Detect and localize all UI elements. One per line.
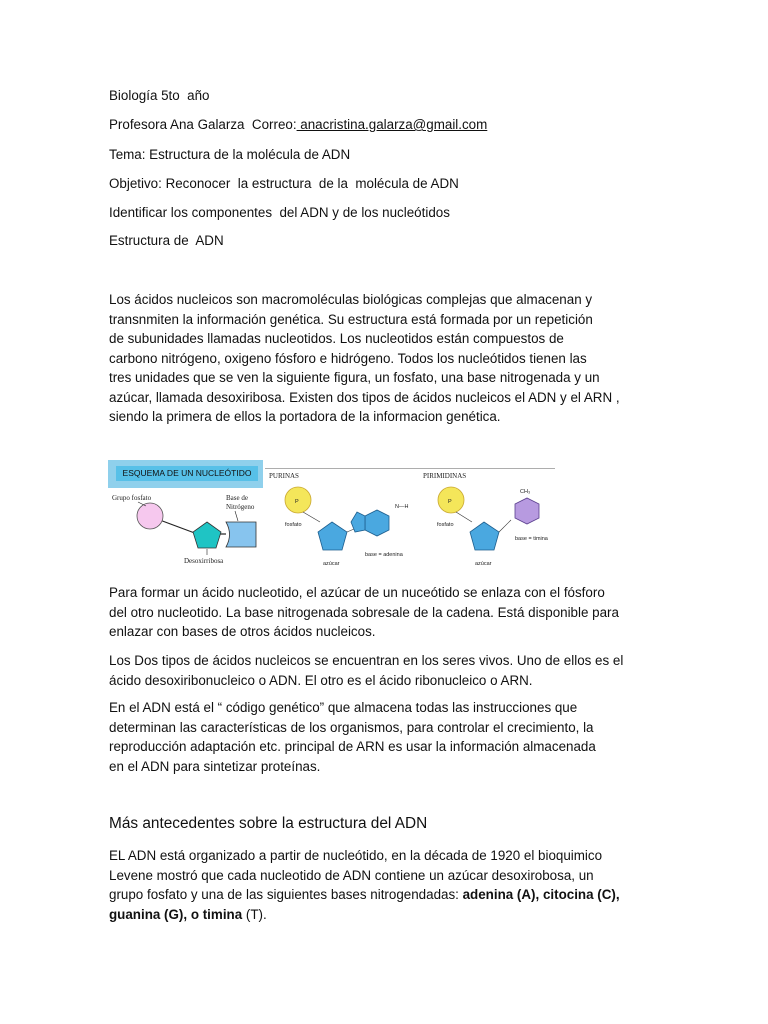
email-link[interactable]: anacristina.galarza@gmail.com bbox=[296, 117, 488, 132]
bases-bold-2: guanina (G), o timina bbox=[109, 906, 243, 922]
pyrimidine-ring bbox=[515, 498, 539, 524]
nucleotide-structures-svg bbox=[265, 460, 565, 572]
bases-end-text: (T). bbox=[242, 906, 267, 922]
paragraph-line: Levene mostró que cada nucleotido de ADN contiene un azúcar desoxirobosa, un bbox=[109, 867, 594, 883]
svg-text:CH₃: CH₃ bbox=[520, 489, 531, 495]
base-label-1: Base de bbox=[226, 494, 248, 502]
phosphate-label: Grupo fosfato bbox=[112, 494, 152, 502]
topic-line: Tema: Estructura de la molécula de ADN bbox=[109, 147, 351, 162]
bases-bold-1: adenina (A), citocina (C), bbox=[462, 887, 620, 902]
purine-ring-6 bbox=[365, 510, 389, 536]
subject-line: Biología 5to año bbox=[109, 88, 210, 103]
phosphate-circle bbox=[137, 503, 163, 529]
azucar-label-2: azúcar bbox=[475, 561, 492, 567]
sugar-pentagon bbox=[193, 522, 221, 548]
paragraph-line: En el ADN está el “ código genético” que almacena todas las instrucciones que bbox=[109, 700, 578, 715]
svg-text:N—H: N—H bbox=[395, 504, 409, 510]
paragraph-1 bbox=[109, 583, 669, 642]
more-heading: Más antecedentes sobre la estructura del ADN bbox=[109, 815, 428, 832]
paragraph-line bbox=[109, 885, 669, 905]
section-title: Estructura de ADN bbox=[109, 233, 224, 248]
paragraph-line: determinan las características de los organismos, para controlar el crecimiento, la bbox=[109, 719, 594, 735]
thymine-label: base = timina bbox=[515, 536, 548, 542]
sugar-ring-2 bbox=[470, 522, 499, 550]
paragraph-line bbox=[109, 905, 669, 925]
more-paragraph bbox=[109, 846, 669, 924]
paragraph-line: ácido desoxiribonucleico o ADN. El otro es el ácido ribonucleico o ARN. bbox=[109, 672, 533, 688]
pyrimidines-label: PIRIMIDINAS bbox=[423, 472, 467, 480]
intro-line: tres unidades que se ven la siguiente figura, un fosfato, una base nitrogenada y un bbox=[109, 370, 600, 385]
intro-line: azúcar, llamada desoxiribosa. Existen dos tipos de ácidos nucleicos el ADN y el ARN , bbox=[109, 389, 620, 405]
fosfato-label-1: fosfato bbox=[285, 522, 302, 528]
paragraph-line: enlazar con bases de otros ácidos nucleicos. bbox=[109, 624, 376, 639]
objective-line: Objetivo: Reconocer la estructura de la molécula de ADN bbox=[109, 176, 459, 191]
sugar-ring-1 bbox=[318, 522, 347, 550]
intro-paragraph bbox=[109, 290, 661, 427]
svg-text:P: P bbox=[295, 499, 299, 505]
purine-ring-5 bbox=[351, 512, 365, 532]
adenine-label: base = adenina bbox=[365, 552, 403, 558]
paragraph-line: del otro nucleotido. La base nitrogenada sobresale de la cadena. Está disponible para bbox=[109, 604, 619, 620]
svg-text:P: P bbox=[448, 499, 452, 505]
intro-line: transnmiten la información genética. Su estructura está formada por un repetición bbox=[109, 311, 593, 327]
scheme-banner-label: ESQUEMA DE UN NUCLEÓTIDO bbox=[116, 466, 258, 481]
paragraph-line: Para formar un ácido nucleotido, el azúcar de un nuceótido se enlaza con el fósforo bbox=[109, 585, 605, 600]
teacher-label: Profesora Ana Galarza Correo: bbox=[109, 117, 297, 132]
base-label-2: Nitrógeno bbox=[226, 503, 255, 511]
bases-intro-text: grupo fosfato y una de las siguientes bases nitrogendadas: bbox=[109, 887, 463, 902]
nucleotide-scheme-svg bbox=[108, 460, 263, 570]
intro-line: de subunidades llamadas nucleotidos. Los nucleotidos están compuestos de bbox=[109, 331, 564, 346]
paragraph-2 bbox=[109, 651, 661, 690]
identify-line: Identificar los componentes del ADN y de los nucleótidos bbox=[109, 205, 450, 220]
sugar-label: Desoxirribosa bbox=[184, 557, 224, 565]
paragraph-line: EL ADN está organizado a partir de nucleótido, en la década de 1920 el bioquimico bbox=[109, 848, 603, 863]
paragraph-line: Los Dos tipos de ácidos nucleicos se encuentran en los seres vivos. Uno de ellos es el bbox=[109, 653, 624, 668]
intro-line: Los ácidos nucleicos son macromoléculas biológicas complejas que almacenan y bbox=[109, 292, 593, 307]
intro-line: siendo la primera de ellos la portadora de la informacion genética. bbox=[109, 409, 501, 424]
intro-line: carbono nitrógeno, oxigeno fósforo e hidrógeno. Todos los nucleótidos tienen las bbox=[109, 350, 587, 366]
teacher-line bbox=[109, 117, 487, 132]
azucar-label-1: azúcar bbox=[323, 561, 340, 567]
purines-label: PURINAS bbox=[269, 472, 299, 480]
paragraph-line: en el ADN para sintetizar proteínas. bbox=[109, 758, 321, 774]
purine-pyrimidine-figure bbox=[265, 460, 565, 572]
paragraph-line: reproducción adaptación etc. principal de ARN es usar la información almacenada bbox=[109, 739, 596, 754]
paragraph-3 bbox=[109, 698, 661, 776]
base-shape bbox=[226, 522, 256, 547]
fosfato-label-2: fosfato bbox=[437, 522, 454, 528]
nucleotide-scheme-figure bbox=[108, 460, 263, 570]
